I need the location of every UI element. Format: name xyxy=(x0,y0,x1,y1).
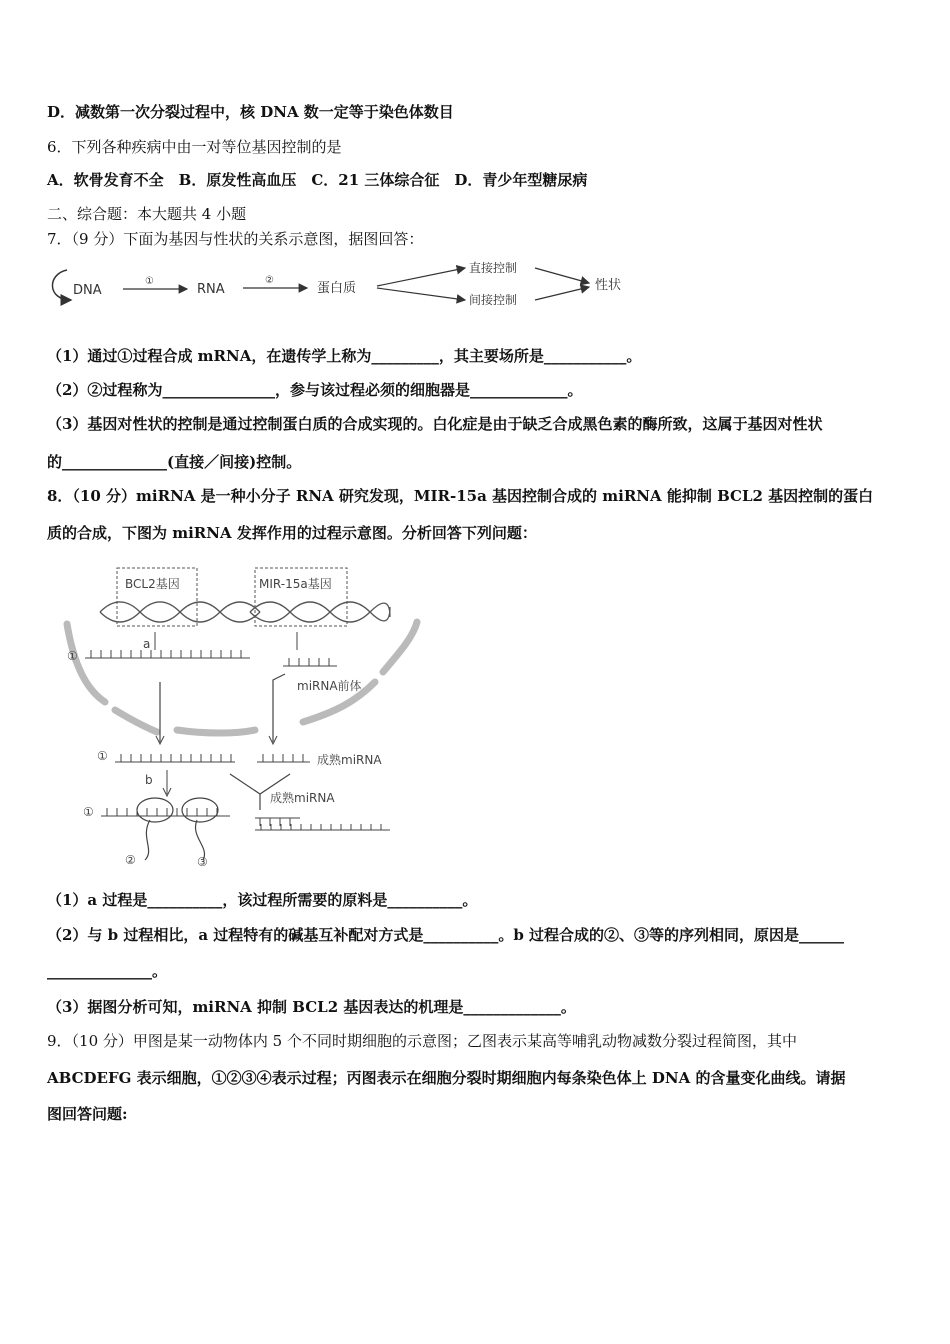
question-8-a: 8．（10 分）miRNA 是一种小分子 RNA 研究发现，MIR-15a 基因控制合成的 miRNA 能抑制 BCL2 基因控制的蛋白 xyxy=(47,487,874,505)
mrna-strand-2 xyxy=(115,754,235,762)
protein-label: 蛋白质 xyxy=(317,281,357,296)
arrow-direct-trait xyxy=(535,268,589,283)
trait-label: 性状 xyxy=(595,278,622,293)
peptide-chain-2 xyxy=(145,820,150,860)
dna-loop-arrow xyxy=(52,270,71,300)
mirna-bound-strand xyxy=(255,818,300,826)
process-b-label: b xyxy=(145,773,153,787)
arrow-down-right xyxy=(273,674,285,742)
option-d-text: D．减数第一次分裂过程中，核 DNA 数一定等于染色体数目 xyxy=(47,103,454,121)
question-6: 6．下列各种疾病中由一对等位基因控制的是 xyxy=(47,138,342,156)
step-1-middle: ① xyxy=(97,749,108,763)
process-a-label: a xyxy=(143,637,151,651)
mature-mirna-label-1: 成熟miRNA xyxy=(317,753,382,767)
question-8-part-2b: ______________。 xyxy=(47,962,168,980)
mrna-strand-1 xyxy=(85,650,250,658)
precursor-label: miRNA前体 xyxy=(297,679,362,693)
question-7-part-1: （1）通过①过程合成 mRNA，在遗传学上称为_________，其主要场所是___________。 xyxy=(47,347,642,365)
question-9-b: ABCDEFG 表示细胞，①②③④表示过程；丙图表示在细胞分裂时期细胞内每条染色体上 DNA 的含量变化曲线。请据 xyxy=(47,1069,846,1087)
question-8-part-3: （3）据图分析可知，miRNA 抑制 BCL2 基因表达的机理是_____________。 xyxy=(47,998,576,1016)
direct-control-label: 直接控制 xyxy=(469,261,518,275)
step-1-bottom: ① xyxy=(83,805,94,819)
question-6-options: A．软骨发育不全 B．原发性高血压 C．21 三体综合征 D．青少年型糖尿病 xyxy=(47,171,588,189)
step-1-top: ① xyxy=(67,649,78,663)
indirect-control-label: 间接控制 xyxy=(469,293,518,307)
precursor-strand xyxy=(283,658,337,666)
mrna-strand-4 xyxy=(255,824,390,830)
rna-label: RNA xyxy=(197,282,225,297)
mir15a-gene-label: MIR-15a基因 xyxy=(259,577,332,591)
product-2-label: ② xyxy=(125,853,136,867)
arrow-indirect-trait xyxy=(535,287,589,300)
question-9-a: 9．（10 分）甲图是某一动物体内 5 个不同时期细胞的示意图；乙图表示某高等哺乳动物减数分裂过程简图，其中 xyxy=(47,1032,797,1050)
nuclear-membrane xyxy=(67,624,105,702)
question-7-part-2: （2）②过程称为_______________，参与该过程必须的细胞器是_____________。 xyxy=(47,381,583,399)
question-7-part-3a: （3）基因对性状的控制是通过控制蛋白质的合成实现的。白化症是由于缺乏合成黑色素的酶所致，这属于基因对性状 xyxy=(47,415,823,433)
mrna-strand-3 xyxy=(101,808,230,816)
gene-trait-diagram xyxy=(45,256,645,316)
step-1-label: ① xyxy=(145,276,154,287)
question-9-c: 图回答问题: xyxy=(47,1105,128,1123)
arrow-direct xyxy=(377,268,465,286)
mature-mirna-label-2: 成熟miRNA xyxy=(270,791,335,805)
question-7: 7．（9 分）下面为基因与性状的关系示意图，据图回答： xyxy=(47,230,424,248)
question-8-part-2a: （2）与 b 过程相比，a 过程特有的碱基互补配对方式是__________。b 过程合成的②、③等的序列相同，原因是______ xyxy=(47,926,845,944)
peptide-chain-3 xyxy=(195,820,204,860)
mirna-process-diagram xyxy=(45,562,425,877)
arrow-indirect xyxy=(377,288,465,300)
mature-mirna-strand-1 xyxy=(257,754,310,762)
section-2-heading: 二、综合题：本大题共 4 小题 xyxy=(47,205,247,223)
product-3-label: ③ xyxy=(197,855,208,869)
ribosome-1 xyxy=(137,798,173,822)
question-8-part-1: （1）a 过程是__________，该过程所需要的原料是__________。 xyxy=(47,891,478,909)
question-7-part-3b: 的______________(直接／间接)控制。 xyxy=(47,453,302,471)
dna-label: DNA xyxy=(73,283,102,298)
question-8-b: 质的合成，下图为 miRNA 发挥作用的过程示意图。分析回答下列问题： xyxy=(47,524,537,542)
step-2-label: ② xyxy=(265,275,274,286)
bcl2-gene-label: BCL2基因 xyxy=(125,577,180,591)
